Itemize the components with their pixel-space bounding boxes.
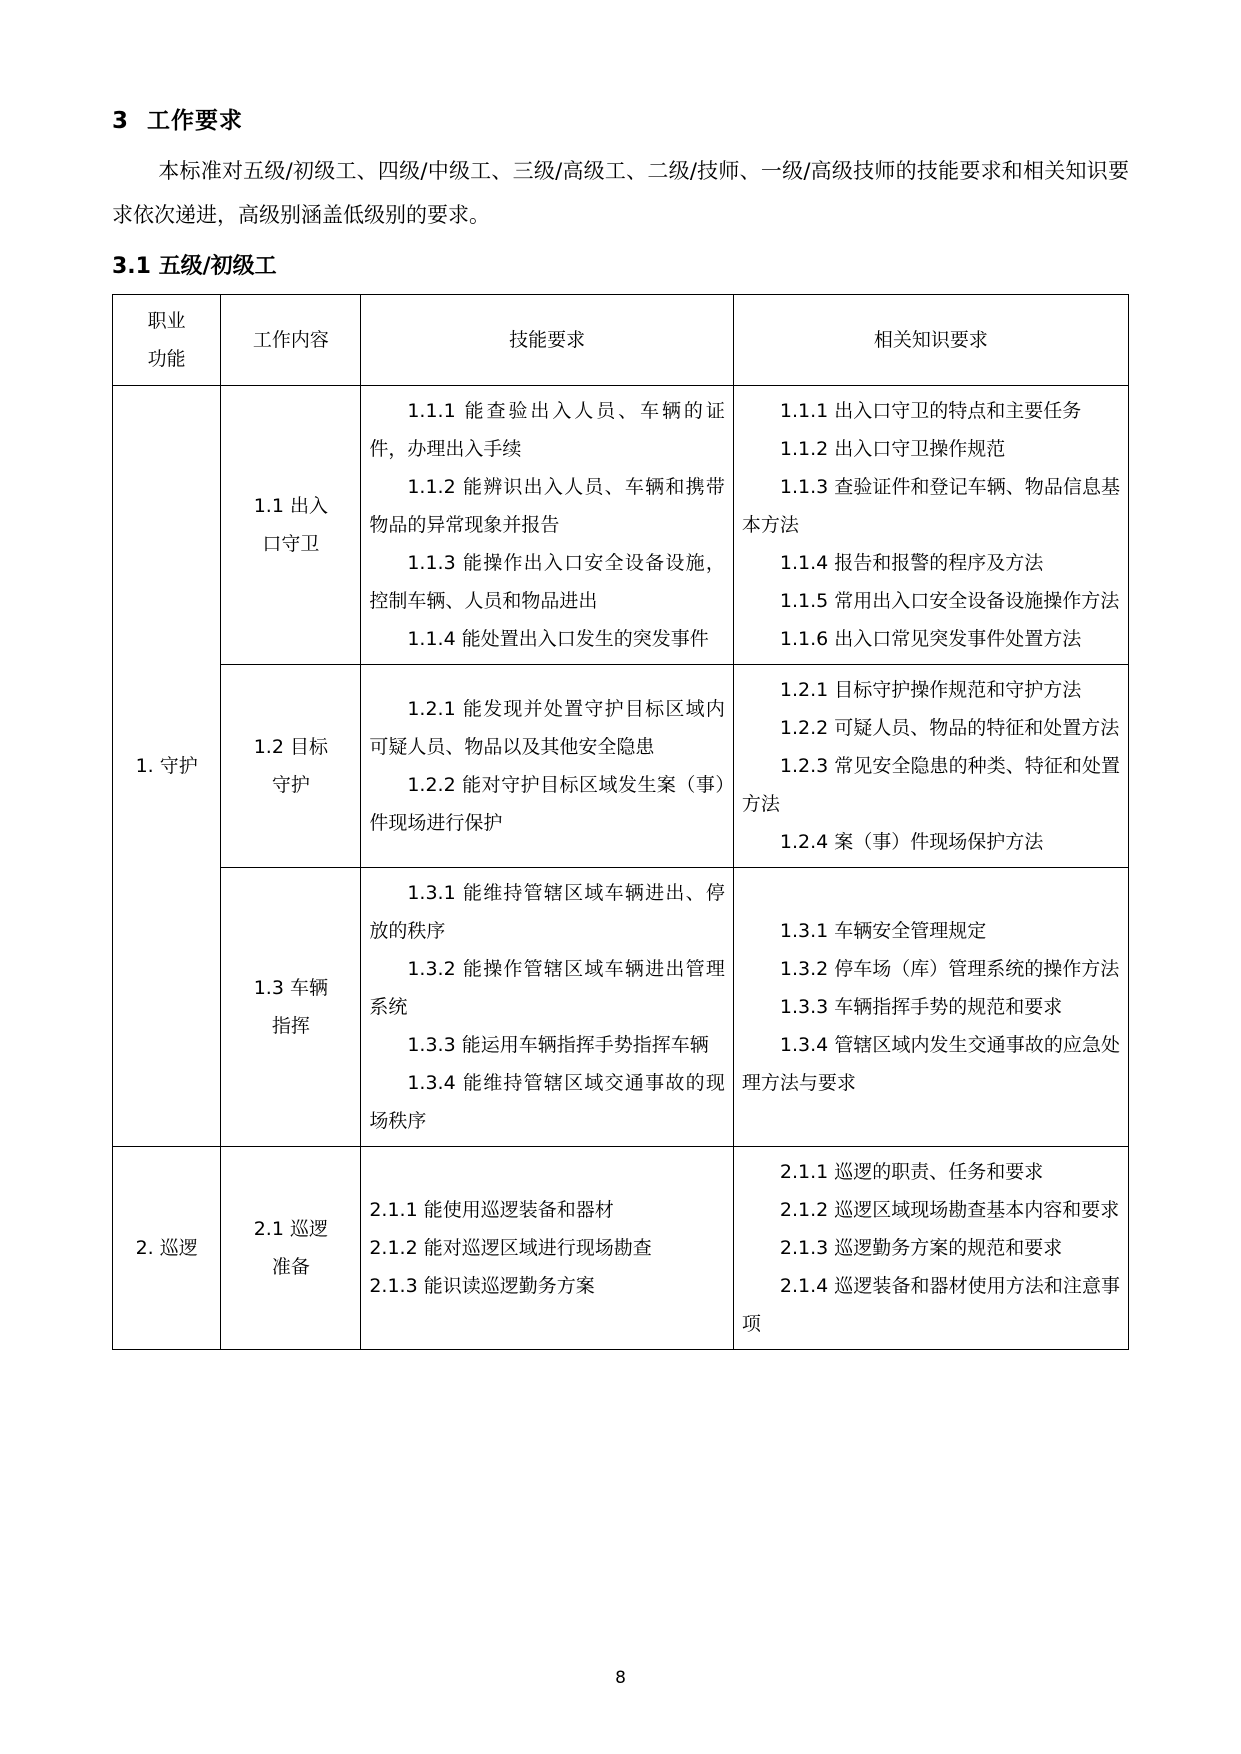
header-knowledge-requirement: 相关知识要求 — [733, 294, 1128, 385]
work-content-line1: 1.3 车辆 — [253, 976, 328, 999]
skill-item: 1.3.1 能维持管辖区域车辆进出、停放的秩序 — [369, 881, 725, 942]
skill-item: 1.1.1 能查验出入人员、车辆的证件，办理出入手续 — [369, 399, 725, 460]
knowledge-cell — [733, 664, 1128, 867]
table-body — [113, 385, 1129, 1349]
skill-item: 1.1.2 能辨识出入人员、车辆和携带物品的异常现象并报告 — [369, 475, 725, 536]
skill-cell — [361, 867, 734, 1146]
skill-item: 2.1.3 能识读巡逻勤务方案 — [369, 1274, 595, 1297]
intro-text: 本标准对五级/初级工、四级/中级工、三级/高级工、二级/技师、一级/高级技师的技能要求和相关知识要求依次递进，高级别涵盖低级别的要求。 — [112, 158, 1129, 227]
work-content-line2: 守护 — [271, 773, 310, 796]
knowledge-cell — [733, 1146, 1128, 1349]
skill-item: 1.1.4 能处置出入口发生的突发事件 — [407, 627, 709, 650]
table-header-row — [113, 294, 1129, 385]
work-content-line1: 1.1 出入 — [253, 494, 328, 517]
knowledge-item: 1.1.5 常用出入口安全设备设施操作方法 — [779, 589, 1120, 612]
knowledge-item: 1.3.4 管辖区域内发生交通事故的应急处理方法与要求 — [741, 1033, 1120, 1094]
header-occupational-function-line1: 职业 — [147, 309, 186, 332]
work-content-cell — [221, 664, 361, 867]
work-content-line1: 1.2 目标 — [253, 735, 328, 758]
skill-requirements-table — [112, 294, 1129, 1350]
subsection-heading: 3.1 五级/初级工 — [112, 253, 277, 279]
knowledge-item: 1.2.4 案（事）件现场保护方法 — [779, 830, 1044, 853]
section-number: 3 — [112, 108, 130, 134]
skill-item: 2.1.2 能对巡逻区域进行现场勘查 — [369, 1236, 652, 1259]
skill-item: 1.3.4 能维持管辖区域交通事故的现场秩序 — [369, 1071, 725, 1132]
knowledge-item: 2.1.3 巡逻勤务方案的规范和要求 — [779, 1236, 1063, 1259]
work-content-line2: 准备 — [271, 1255, 310, 1278]
knowledge-item: 1.3.1 车辆安全管理规定 — [779, 919, 987, 942]
section-title: 工作要求 — [147, 108, 244, 134]
page-number: 8 — [615, 1668, 626, 1688]
knowledge-item: 2.1.4 巡逻装备和器材使用方法和注意事项 — [741, 1274, 1120, 1335]
header-occupational-function-line2: 功能 — [147, 347, 186, 370]
work-content-line2: 指挥 — [271, 1014, 310, 1037]
skill-item: 1.3.2 能操作管辖区域车辆进出管理系统 — [369, 957, 725, 1018]
knowledge-item: 1.2.2 可疑人员、物品的特征和处置方法 — [779, 716, 1120, 739]
work-content-line2: 口守卫 — [262, 532, 320, 555]
table-row — [113, 867, 1129, 1146]
knowledge-item: 1.2.1 目标守护操作规范和守护方法 — [779, 678, 1082, 701]
header-occupational-function — [113, 294, 221, 385]
knowledge-cell — [733, 385, 1128, 664]
skill-item: 1.3.3 能运用车辆指挥手势指挥车辆 — [407, 1033, 709, 1056]
knowledge-cell — [733, 867, 1128, 1146]
table-row — [113, 385, 1129, 664]
header-skill-requirement: 技能要求 — [361, 294, 734, 385]
knowledge-item: 1.1.4 报告和报警的程序及方法 — [779, 551, 1044, 574]
knowledge-item: 1.1.1 出入口守卫的特点和主要任务 — [779, 399, 1082, 422]
work-content-cell — [221, 867, 361, 1146]
skill-item: 2.1.1 能使用巡逻装备和器材 — [369, 1198, 614, 1221]
knowledge-item: 2.1.2 巡逻区域现场勘查基本内容和要求 — [779, 1198, 1120, 1221]
knowledge-item: 1.3.3 车辆指挥手势的规范和要求 — [779, 995, 1063, 1018]
knowledge-item: 1.2.3 常见安全隐患的种类、特征和处置方法 — [741, 754, 1120, 815]
intro-paragraph — [112, 149, 1129, 237]
knowledge-item: 1.1.3 查验证件和登记车辆、物品信息基本方法 — [741, 475, 1120, 536]
header-work-content: 工作内容 — [221, 294, 361, 385]
skill-cell — [361, 664, 734, 867]
skill-cell — [361, 1146, 734, 1349]
knowledge-item: 2.1.1 巡逻的职责、任务和要求 — [779, 1160, 1044, 1183]
function-cell-xunluo: 2. 巡逻 — [113, 1146, 221, 1349]
skill-item: 1.2.1 能发现并处置守护目标区域内可疑人员、物品以及其他安全隐患 — [369, 697, 725, 758]
section-heading — [112, 104, 1129, 139]
knowledge-item: 1.1.2 出入口守卫操作规范 — [779, 437, 1006, 460]
skill-item: 1.1.3 能操作出入口安全设备设施，控制车辆、人员和物品进出 — [369, 551, 725, 612]
table-row — [113, 664, 1129, 867]
function-cell-shouhu: 1. 守护 — [113, 385, 221, 1146]
work-content-line1: 2.1 巡逻 — [253, 1217, 328, 1240]
table-row — [113, 1146, 1129, 1349]
work-content-cell — [221, 385, 361, 664]
knowledge-item: 1.1.6 出入口常见突发事件处置方法 — [779, 627, 1082, 650]
table-header — [113, 294, 1129, 385]
knowledge-item: 1.3.2 停车场（库）管理系统的操作方法 — [779, 957, 1120, 980]
skill-item: 1.2.2 能对守护目标区域发生案（事）件现场进行保护 — [369, 773, 725, 834]
work-content-cell — [221, 1146, 361, 1349]
skill-cell — [361, 385, 734, 664]
